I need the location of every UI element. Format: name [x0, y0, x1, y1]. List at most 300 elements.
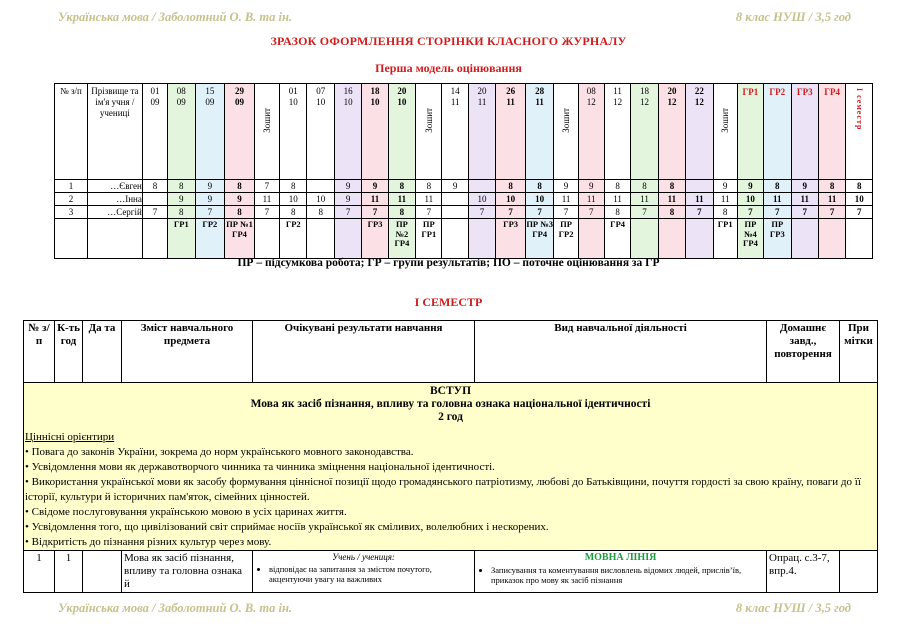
- notebook-label: Зошит: [720, 108, 731, 133]
- group-marker: [362, 219, 388, 259]
- date-day: 15: [205, 86, 215, 96]
- grade-cell: [764, 193, 791, 206]
- blank: [55, 219, 88, 259]
- grade-value: 8: [669, 181, 675, 191]
- grade-cell: [254, 180, 279, 193]
- values-title: Ціннісні орієнтири: [25, 431, 115, 443]
- date-header: [496, 84, 526, 180]
- grade-value: 7: [426, 207, 432, 217]
- grade-cell: [604, 206, 630, 219]
- date-header: [604, 84, 630, 180]
- learner-label: Учень / учениця:: [332, 552, 395, 562]
- date-header: [658, 84, 685, 180]
- col-hours: К-ть год: [55, 321, 83, 383]
- grade-value: 7: [345, 207, 351, 217]
- grade-cell: [362, 180, 388, 193]
- date-day: 01: [288, 86, 298, 96]
- group-marker-label: ГР1: [173, 219, 189, 229]
- grade-cell: [442, 193, 468, 206]
- grade-value: 11: [640, 194, 649, 204]
- student-name-value: …Інна: [116, 194, 142, 204]
- date-month: 10: [343, 97, 353, 107]
- date-month: 12: [667, 97, 677, 107]
- group-marker-label: ГР1: [717, 219, 733, 229]
- intro-topic: Мова як засіб пізнання, впливу та головна ознака національної ідентичності: [250, 398, 651, 410]
- grade-value: 11: [262, 194, 272, 204]
- page-subtitle: Перша модель оцінювання: [375, 61, 522, 75]
- group-marker: [416, 219, 442, 259]
- value-item: • Усвідомлення того, що цивілізований світ сприймає носіїв української як сміливих, волелюбних і нескорених.: [25, 521, 549, 533]
- student-num: [55, 180, 88, 193]
- grade-cell: [468, 206, 495, 219]
- grade-value: 11: [827, 194, 837, 204]
- date-day: 14: [450, 86, 460, 96]
- grade-value: 8: [237, 207, 242, 217]
- intro-title: ВСТУП: [429, 385, 472, 397]
- grade-cell: [737, 193, 763, 206]
- grade-cell: [578, 193, 604, 206]
- group-marker-label: ПР ГР2: [558, 219, 574, 239]
- grade-value: 8: [291, 207, 296, 217]
- grade-cell: [388, 206, 415, 219]
- legend: ПР – підсумкова робота; ГР – групи результатів; ПО – поточне оцінювання за ГР: [237, 257, 660, 269]
- grade-value: 9: [207, 181, 213, 191]
- group-marker-label: ПР №2 ГР4: [394, 219, 410, 248]
- grade-cell: [280, 206, 307, 219]
- grade-value: 7: [207, 207, 213, 217]
- group-marker-label: ПР №1 ГР4: [226, 219, 253, 239]
- grade-value: 7: [829, 207, 835, 217]
- grade-value: 7: [775, 207, 780, 217]
- grade-cell: [686, 193, 713, 206]
- grade-cell: [307, 193, 334, 206]
- student-name: [87, 193, 142, 206]
- row-notes: [840, 551, 878, 593]
- grade-cell: [195, 206, 225, 219]
- intro-block: [24, 383, 878, 551]
- student-name-value: …Євген: [110, 181, 142, 191]
- grade-value: 7: [264, 207, 270, 217]
- grade-cell: [764, 206, 791, 219]
- grade-cell: [195, 193, 225, 206]
- grade-value: 11: [397, 194, 407, 204]
- date-header: [362, 84, 388, 180]
- date-month: 09: [234, 97, 244, 107]
- notebook-label: Зошит: [261, 108, 272, 133]
- group-marker: [578, 219, 604, 259]
- grade-value: 8: [615, 207, 620, 217]
- grade-value: 10: [745, 194, 755, 204]
- notebook-label: Зошит: [423, 108, 434, 133]
- group-label: ГР2: [769, 87, 786, 97]
- group-header: [791, 84, 818, 180]
- value-item: • Використання української мови як засобу формування ціннісної позиції щодо громадянського патріотизму, любові до Батьківщини, почуття гордості за свою країну, поваги до її історії, культури й історичних пам'яток, сімейних цінностей.: [25, 476, 861, 503]
- grade-value: 7: [642, 207, 647, 217]
- student-num: [55, 193, 88, 206]
- grade-cell: [307, 206, 334, 219]
- activity-item: • Записування та коментування висловлень відомих людей, прислів’їв, приказок про мову як засіб пізнання: [491, 565, 764, 585]
- date-month: 12: [640, 97, 649, 107]
- language-line-label: МОВНА ЛІНІЯ: [584, 552, 657, 563]
- date-day: 08: [176, 86, 186, 96]
- grade-value: 11: [667, 194, 677, 204]
- grade-value: 7: [537, 207, 542, 217]
- grade-value: 8: [829, 181, 835, 191]
- grade-cell: [496, 193, 526, 206]
- grade-cell: [631, 193, 658, 206]
- grade-value: 11: [370, 194, 380, 204]
- grade-cell: [388, 180, 415, 193]
- date-month: 10: [316, 97, 326, 107]
- group-marker: [631, 219, 658, 259]
- header-left: Українська мова / Заболотний О. В. та ін.: [58, 10, 293, 24]
- grade-cell: [713, 206, 737, 219]
- grade-cell: [525, 193, 554, 206]
- group-marker: [525, 219, 554, 259]
- grade-value: 11: [424, 194, 434, 204]
- grade-value: 10: [477, 194, 487, 204]
- group-marker: [554, 219, 578, 259]
- group-marker: [195, 219, 225, 259]
- grade-value: 11: [613, 194, 622, 204]
- page-header: [58, 10, 851, 26]
- grade-cell: [737, 180, 763, 193]
- grade-cell: [686, 180, 713, 193]
- grade-value: 8: [426, 181, 432, 191]
- grade-cell: [442, 206, 468, 219]
- group-marker-label: ПР ГР3: [769, 219, 785, 239]
- grade-cell: [818, 206, 845, 219]
- grade-value: 7: [152, 207, 158, 217]
- date-header: [442, 84, 468, 180]
- date-month: 11: [506, 97, 515, 107]
- grade-cell: [713, 193, 737, 206]
- page-footer: [58, 601, 851, 617]
- notebook-label: Зошит: [561, 108, 572, 133]
- row-content: Мова як засіб пізнання, впливу та головна ознака й: [122, 551, 253, 593]
- date-header: [525, 84, 554, 180]
- date-day: 29: [234, 86, 244, 96]
- group-marker: [334, 219, 361, 259]
- student-num-value: 3: [68, 207, 74, 217]
- grade-cell: [416, 193, 442, 206]
- col-homework: Домашнє завд., повторення: [767, 321, 840, 383]
- grade-value: 9: [802, 181, 807, 191]
- date-month: 11: [477, 97, 487, 107]
- group-marker-label: ГР4: [610, 219, 626, 229]
- value-item: • Свідоме послуговування українською мовою в усіх царинах життя.: [25, 506, 347, 518]
- grade-cell: [254, 206, 279, 219]
- grade-value: 8: [399, 181, 405, 191]
- grade-cell: [142, 193, 167, 206]
- value-item: • Відкритість до пізнання різних культур через мову.: [25, 536, 272, 548]
- notebook-header: [416, 84, 442, 180]
- grade-value: 9: [207, 194, 213, 204]
- group-marker-label: ПР ГР1: [421, 219, 437, 239]
- col-notes: При мітки: [840, 321, 878, 383]
- date-day: 20: [397, 86, 407, 96]
- date-day: 22: [694, 86, 704, 96]
- group-marker-label: ГР3: [367, 219, 383, 229]
- grade-value: 9: [372, 181, 378, 191]
- date-month: 11: [535, 97, 544, 107]
- grade-value: 8: [291, 181, 296, 191]
- grade-value: 8: [615, 181, 620, 191]
- semester-heading: І СЕМЕСТР: [414, 295, 483, 309]
- group-marker: [791, 219, 818, 259]
- grade-value: 8: [318, 207, 323, 217]
- grade-cell: [142, 180, 167, 193]
- grade-cell: [362, 193, 388, 206]
- student-name-value: …Сергій: [107, 207, 142, 217]
- grade-cell: [846, 193, 873, 206]
- date-day: 11: [613, 86, 622, 96]
- semester-header: [846, 84, 873, 180]
- student-name: [87, 180, 142, 193]
- date-day: 18: [640, 86, 649, 96]
- grade-value: 9: [452, 181, 458, 191]
- grade-cell: [168, 193, 195, 206]
- date-header: [631, 84, 658, 180]
- grade-value: 7: [479, 207, 485, 217]
- grade-cell: [225, 180, 255, 193]
- date-header: [686, 84, 713, 180]
- date-month: 09: [150, 97, 160, 107]
- grade-value: 9: [748, 181, 753, 191]
- grade-cell: [658, 193, 685, 206]
- notebook-header: [713, 84, 737, 180]
- grade-value: 9: [345, 194, 351, 204]
- grade-cell: [254, 193, 279, 206]
- grade-value: 7: [697, 207, 702, 217]
- group-marker: [713, 219, 737, 259]
- num-header-label: № з/п: [60, 86, 82, 96]
- grade-cell: [416, 180, 442, 193]
- grade-cell: [791, 180, 818, 193]
- notebook-header: [554, 84, 578, 180]
- group-marker: [307, 219, 334, 259]
- grade-cell: [334, 193, 361, 206]
- grade-cell: [658, 206, 685, 219]
- group-marker: [496, 219, 526, 259]
- grade-value: 10: [316, 194, 326, 204]
- grade-cell: [818, 193, 845, 206]
- grade-value: 8: [179, 207, 184, 217]
- date-header: [225, 84, 255, 180]
- grade-cell: [578, 180, 604, 193]
- grade-cell: [195, 180, 225, 193]
- date-header: [168, 84, 195, 180]
- group-marker-label: ГР3: [503, 219, 519, 229]
- class-journal-table: [54, 83, 873, 259]
- date-day: 01: [150, 86, 160, 96]
- grade-cell: [225, 206, 255, 219]
- grade-cell: [737, 206, 763, 219]
- grade-cell: [554, 193, 578, 206]
- group-marker-label: ГР2: [202, 219, 218, 229]
- blank: [87, 219, 142, 259]
- grade-cell: [334, 180, 361, 193]
- date-header: [388, 84, 415, 180]
- row-hours: 1: [55, 551, 83, 593]
- grade-cell: [307, 180, 334, 193]
- grade-cell: [554, 180, 578, 193]
- date-header: [195, 84, 225, 180]
- group-header: [764, 84, 791, 180]
- grade-cell: [631, 206, 658, 219]
- grade-value: 9: [722, 181, 728, 191]
- col-content: Зміст навчального предмета: [122, 321, 253, 383]
- header-right: 8 клас НУШ / 3,5 год: [735, 10, 851, 24]
- grade-cell: [818, 180, 845, 193]
- date-header: [307, 84, 334, 180]
- col-expected: Очікувані результати навчання: [253, 321, 475, 383]
- num-header: [55, 84, 88, 180]
- grade-value: 8: [508, 181, 513, 191]
- date-day: 08: [586, 86, 596, 96]
- row-homework: Опрац. с.3-7, впр.4.: [767, 551, 840, 593]
- row-expected: [253, 551, 475, 593]
- row-activity: [475, 551, 767, 593]
- date-month: 09: [176, 97, 186, 107]
- grade-cell: [362, 206, 388, 219]
- grade-cell: [388, 193, 415, 206]
- row-date: [83, 551, 122, 593]
- date-header: [334, 84, 361, 180]
- grade-cell: [280, 193, 307, 206]
- grade-value: 8: [237, 181, 242, 191]
- date-header: [468, 84, 495, 180]
- value-item: • Повага до законів України, зокрема до норм українського мовного законодавства.: [25, 446, 414, 458]
- page-title: ЗРАЗОК ОФОРМЛЕННЯ СТОРІНКИ КЛАСНОГО ЖУРНАЛУ: [270, 34, 627, 48]
- grade-cell: [225, 193, 255, 206]
- grade-cell: [468, 193, 495, 206]
- grade-value: 10: [288, 194, 298, 204]
- grade-cell: [631, 180, 658, 193]
- date-day: 20: [667, 86, 677, 96]
- grade-value: 7: [264, 181, 270, 191]
- group-marker: [142, 219, 167, 259]
- grade-value: 9: [563, 181, 569, 191]
- grade-value: 7: [748, 207, 753, 217]
- grade-cell: [791, 206, 818, 219]
- date-day: 18: [370, 86, 380, 96]
- grade-cell: [846, 180, 873, 193]
- grade-cell: [554, 206, 578, 219]
- group-label: ГР1: [742, 87, 759, 97]
- grade-value: 8: [856, 181, 862, 191]
- grade-value: 8: [775, 181, 780, 191]
- group-marker: [686, 219, 713, 259]
- grade-value: 11: [720, 194, 730, 204]
- col-date: Да та: [83, 321, 122, 383]
- grade-value: 11: [773, 194, 782, 204]
- group-marker: [846, 219, 873, 259]
- group-marker: [604, 219, 630, 259]
- student-num: [55, 206, 88, 219]
- grade-value: 8: [642, 181, 647, 191]
- semester-label: І семестр: [855, 88, 865, 131]
- date-month: 10: [397, 97, 407, 107]
- grade-value: 9: [345, 181, 351, 191]
- grade-value: 7: [508, 207, 513, 217]
- date-month: 10: [288, 97, 298, 107]
- grade-cell: [604, 193, 630, 206]
- grade-cell: [604, 180, 630, 193]
- group-header: [737, 84, 763, 180]
- value-item: • Усвідомлення мови як державотворчого чинника та чинника зміцнення національної ідентичності.: [25, 461, 495, 473]
- grade-value: 8: [722, 207, 728, 217]
- group-marker: [737, 219, 763, 259]
- grade-cell: [416, 206, 442, 219]
- grade-value: 11: [695, 194, 704, 204]
- grade-value: 7: [802, 207, 807, 217]
- group-marker: [168, 219, 195, 259]
- date-day: 16: [343, 86, 353, 96]
- col-activity: Вид навчальної діяльності: [475, 321, 767, 383]
- grade-cell: [658, 180, 685, 193]
- lesson-plan-table: [23, 320, 878, 593]
- grade-cell: [334, 206, 361, 219]
- group-marker-label: ПР №4 ГР4: [742, 219, 758, 248]
- date-month: 09: [205, 97, 215, 107]
- expected-item: • відповідає на запитання за змістом почутого, акцентуючи увагу на важливих: [269, 564, 472, 584]
- grade-value: 8: [537, 181, 542, 191]
- intro-hours: 2 год: [438, 411, 463, 423]
- group-marker: [225, 219, 255, 259]
- row-num: 1: [24, 551, 55, 593]
- group-marker: [818, 219, 845, 259]
- date-header: [280, 84, 307, 180]
- footer-right: 8 клас НУШ / 3,5 год: [735, 601, 851, 615]
- grade-value: 9: [179, 194, 184, 204]
- grade-cell: [442, 180, 468, 193]
- grade-value: 8: [669, 207, 675, 217]
- notebook-header: [254, 84, 279, 180]
- group-label: ГР3: [796, 87, 813, 97]
- grade-cell: [280, 180, 307, 193]
- grade-value: 11: [586, 194, 596, 204]
- grade-cell: [142, 206, 167, 219]
- date-month: 12: [613, 97, 623, 107]
- grade-cell: [496, 180, 526, 193]
- name-header: [87, 84, 142, 180]
- date-month: 12: [694, 97, 704, 107]
- grade-value: 10: [535, 194, 545, 204]
- student-num-value: 1: [68, 181, 74, 191]
- date-day: 28: [535, 86, 545, 96]
- grade-value: 10: [506, 194, 516, 204]
- student-name: [87, 206, 142, 219]
- date-month: 12: [586, 97, 596, 107]
- grade-cell: [846, 206, 873, 219]
- grade-value: 9: [589, 181, 594, 191]
- grade-cell: [168, 206, 195, 219]
- grade-cell: [791, 193, 818, 206]
- date-day: 20: [477, 86, 487, 96]
- date-month: 11: [450, 97, 460, 107]
- date-header: [578, 84, 604, 180]
- grade-cell: [764, 180, 791, 193]
- grade-value: 11: [800, 194, 809, 204]
- group-marker: [764, 219, 791, 259]
- date-month: 10: [370, 97, 380, 107]
- grade-cell: [468, 180, 495, 193]
- group-marker-label: ГР2: [285, 219, 301, 229]
- grade-cell: [578, 206, 604, 219]
- date-day: 26: [506, 86, 516, 96]
- grade-cell: [525, 180, 554, 193]
